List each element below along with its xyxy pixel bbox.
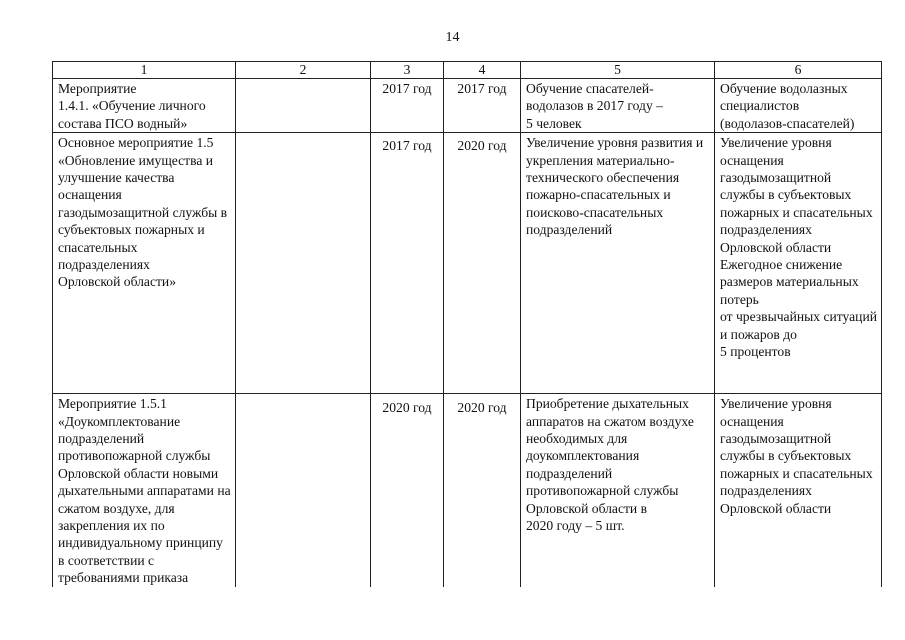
executor-cell bbox=[236, 394, 371, 587]
expected-result-cell: Увеличение уровня развития и укрепления материально-технического обеспечения пожарно-спасательных и поисково-спасательных подразделений bbox=[521, 133, 715, 394]
start-year-cell: 2017 год bbox=[371, 79, 444, 133]
column-header: 4 bbox=[444, 62, 521, 79]
table-row bbox=[53, 79, 882, 133]
measure-name-cell: Мероприятие 1.5.1 «Доукомплектование подразделений противопожарной службы Орловской области новыми дыхательными аппаратами на сжатом воздухе, для закрепления их по индивидуальному принципу в соответствии с требованиями приказа bbox=[53, 394, 236, 587]
indicator-cell: Увеличение уровня оснащения газодымозащитной службы в субъектовых пожарных и спасательных подразделениях Орловской области Ежегодное снижение размеров материальных потерь от чрезвычайных ситуаций и пожаров до 5 процентов bbox=[715, 133, 882, 394]
column-header: 1 bbox=[53, 62, 236, 79]
end-year-cell: 2017 год bbox=[444, 79, 521, 133]
expected-result-cell: Обучение спасателей-водолазов в 2017 году – 5 человек bbox=[521, 79, 715, 133]
end-year-cell: 2020 год bbox=[444, 394, 521, 587]
expected-result-cell: Приобретение дыхательных аппаратов на сжатом воздухе необходимых для доукомплектования подразделений противопожарной службы Орловской области в 2020 году – 5 шт. bbox=[521, 394, 715, 587]
executor-cell bbox=[236, 133, 371, 394]
indicator-cell: Обучение водолазных специалистов (водолазов-спасателей) bbox=[715, 79, 882, 133]
executor-cell bbox=[236, 79, 371, 133]
measures-table bbox=[52, 61, 882, 587]
indicator-cell: Увеличение уровня оснащения газодымозащитной службы в субъектовых пожарных и спасательных подразделениях Орловской области bbox=[715, 394, 882, 587]
start-year-cell: 2017 год bbox=[371, 133, 444, 394]
table-row bbox=[53, 394, 882, 587]
column-header: 5 bbox=[521, 62, 715, 79]
table-row bbox=[53, 133, 882, 394]
start-year-cell: 2020 год bbox=[371, 394, 444, 587]
column-header: 6 bbox=[715, 62, 882, 79]
page-number: 14 bbox=[445, 30, 460, 45]
measure-name-cell: Основное мероприятие 1.5 «Обновление имущества и улучшение качества оснащения газодымозащитной службы в субъектовых пожарных и спасательных подразделениях Орловской области» bbox=[53, 133, 236, 394]
table-header-row bbox=[53, 62, 882, 79]
column-header: 2 bbox=[236, 62, 371, 79]
measure-name-cell: Мероприятие 1.4.1. «Обучение личного состава ПСО водный» bbox=[53, 79, 236, 133]
end-year-cell: 2020 год bbox=[444, 133, 521, 394]
column-header: 3 bbox=[371, 62, 444, 79]
